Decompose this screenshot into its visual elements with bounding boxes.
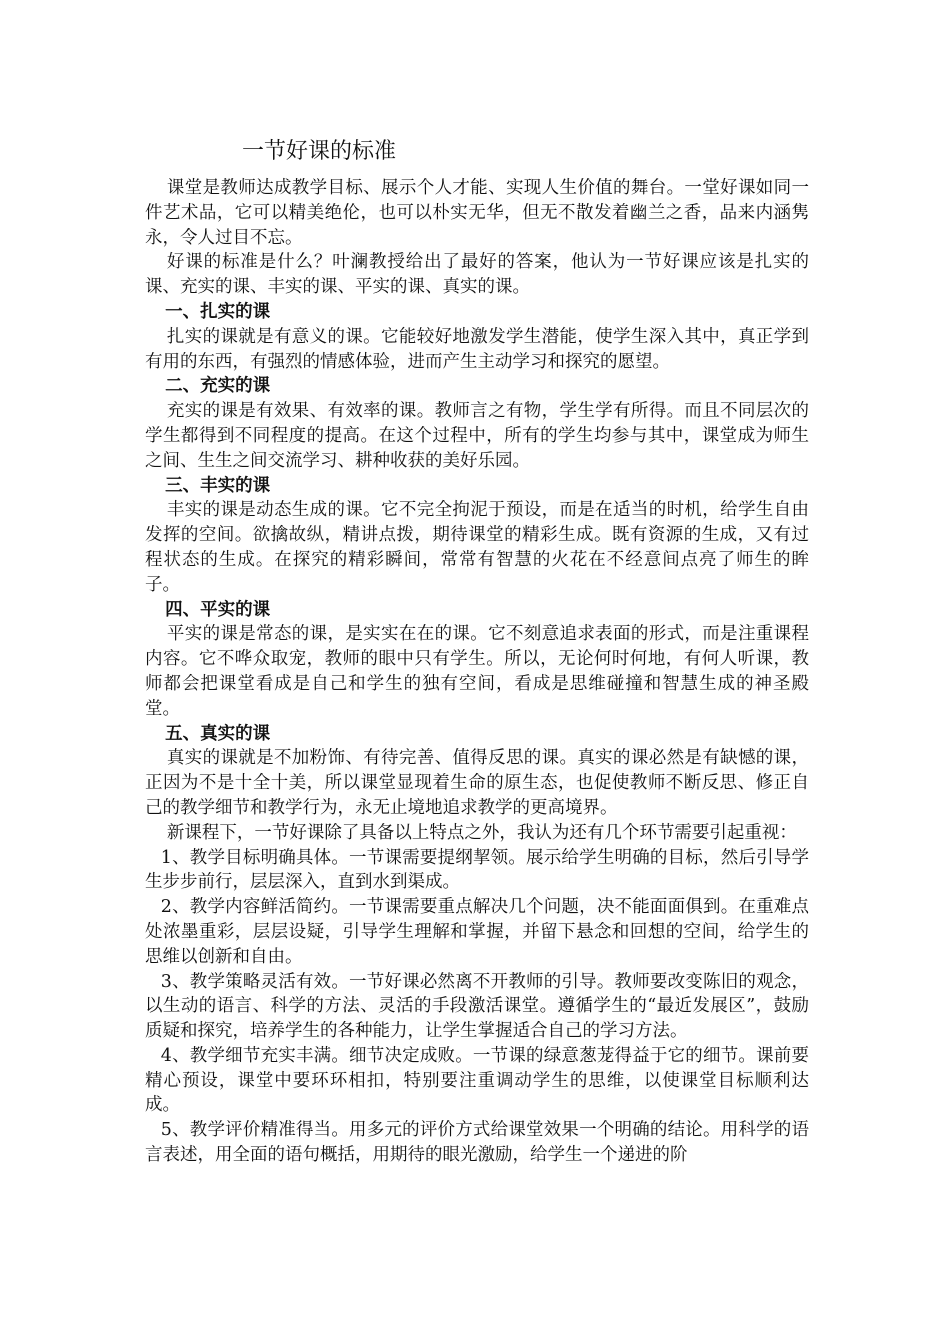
document-title: 一节好课的标准 xyxy=(242,139,397,164)
numbered-item: 4、教学细节充实丰满。细节决定成败。一节课的绿意葱茏得益于它的细节。课前要精心预设，课堂中要环环相扣，特别要注重调动学生的思维，以使课堂目标顺利达成。 xyxy=(145,1045,809,1116)
numbered-item: 3、教学策略灵活有效。一节好课必然离不开教师的引导。教师要改变陈旧的观念，以生动的语言、科学的方法、灵活的手段激活课堂。遵循学生的“最近发展区”，鼓励质疑和探究，培养学生的各种能力，让学生掌握适合自己的学习方法。 xyxy=(145,971,809,1042)
section-heading: 三、丰实的课 xyxy=(165,475,271,496)
body-paragraph: 新课程下，一节好课除了具备以上特点之外，我认为还有几个环节需要引起重视： xyxy=(166,822,797,843)
numbered-item: 1、教学目标明确具体。一节课需要提纲挈领。展示给学生明确的目标，然后引导学生步步前行，层层深入，直到水到渠成。 xyxy=(145,847,809,893)
section-heading: 一、扎实的课 xyxy=(165,301,271,322)
document-body xyxy=(145,176,809,1168)
body-paragraph: 好课的标准是什么？叶澜教授给出了最好的答案，他认为一节好课应该是扎实的课、充实的课、丰实的课、平实的课、真实的课。 xyxy=(145,252,809,298)
section-heading: 二、充实的课 xyxy=(165,376,271,397)
section-heading: 四、平实的课 xyxy=(165,599,271,620)
body-paragraph: 平实的课是常态的课，是实实在在的课。它不刻意追求表面的形式，而是注重课程内容。它不哗众取宠，教师的眼中只有学生。所以，无论何时何地，有何人听课，教师都会把课堂看成是自己和学生的独有空间，看成是思维碰撞和智慧生成的神圣殿堂。 xyxy=(145,624,809,719)
numbered-item: 5、教学评价精准得当。用多元的评价方式给课堂效果一个明确的结论。用科学的语言表述，用全面的语句概括，用期待的眼光激励，给学生一个递进的阶 xyxy=(145,1120,809,1166)
section-heading: 五、真实的课 xyxy=(165,723,271,744)
body-paragraph: 充实的课是有效果、有效率的课。教师言之有物，学生学有所得。而且不同层次的学生都得到不同程度的提高。在这个过程中，所有的学生均参与其中，课堂成为师生之间、生生之间交流学习、耕种收获的美好乐园。 xyxy=(145,401,809,471)
numbered-item: 2、教学内容鲜活简约。一节课需要重点解决几个问题，决不能面面俱到。在重难点处浓墨重彩，层层设疑，引导学生理解和掌握，并留下悬念和回想的空间，给学生的思维以创新和自由。 xyxy=(145,897,809,967)
body-paragraph: 课堂是教师达成教学目标、展示个人才能、实现人生价值的舞台。一堂好课如同一件艺术品，它可以精美绝伦，也可以朴实无华，但无不散发着幽兰之香，品来内涵隽永，令人过目不忘。 xyxy=(145,178,809,248)
body-paragraph: 扎实的课就是有意义的课。它能较好地激发学生潜能，使学生深入其中，真正学到有用的东西，有强烈的情感体验，进而产生主动学习和探究的愿望。 xyxy=(145,326,809,372)
body-paragraph: 丰实的课是动态生成的课。它不完全拘泥于预设，而是在适当的时机，给学生自由发挥的空间。欲擒故纵，精讲点拨，期待课堂的精彩生成。既有资源的生成，又有过程状态的生成。在探究的精彩瞬间，常常有智慧的火花在不经意间点亮了师生的眸子。 xyxy=(145,500,809,595)
body-paragraph: 真实的课就是不加粉饰、有待完善、值得反思的课。真实的课必然是有缺憾的课，正因为不是十全十美，所以课堂显现着生命的原生态，也促使教师不断反思、修正自己的教学细节和教学行为，永无止境地追求教学的更高境界。 xyxy=(145,748,809,818)
